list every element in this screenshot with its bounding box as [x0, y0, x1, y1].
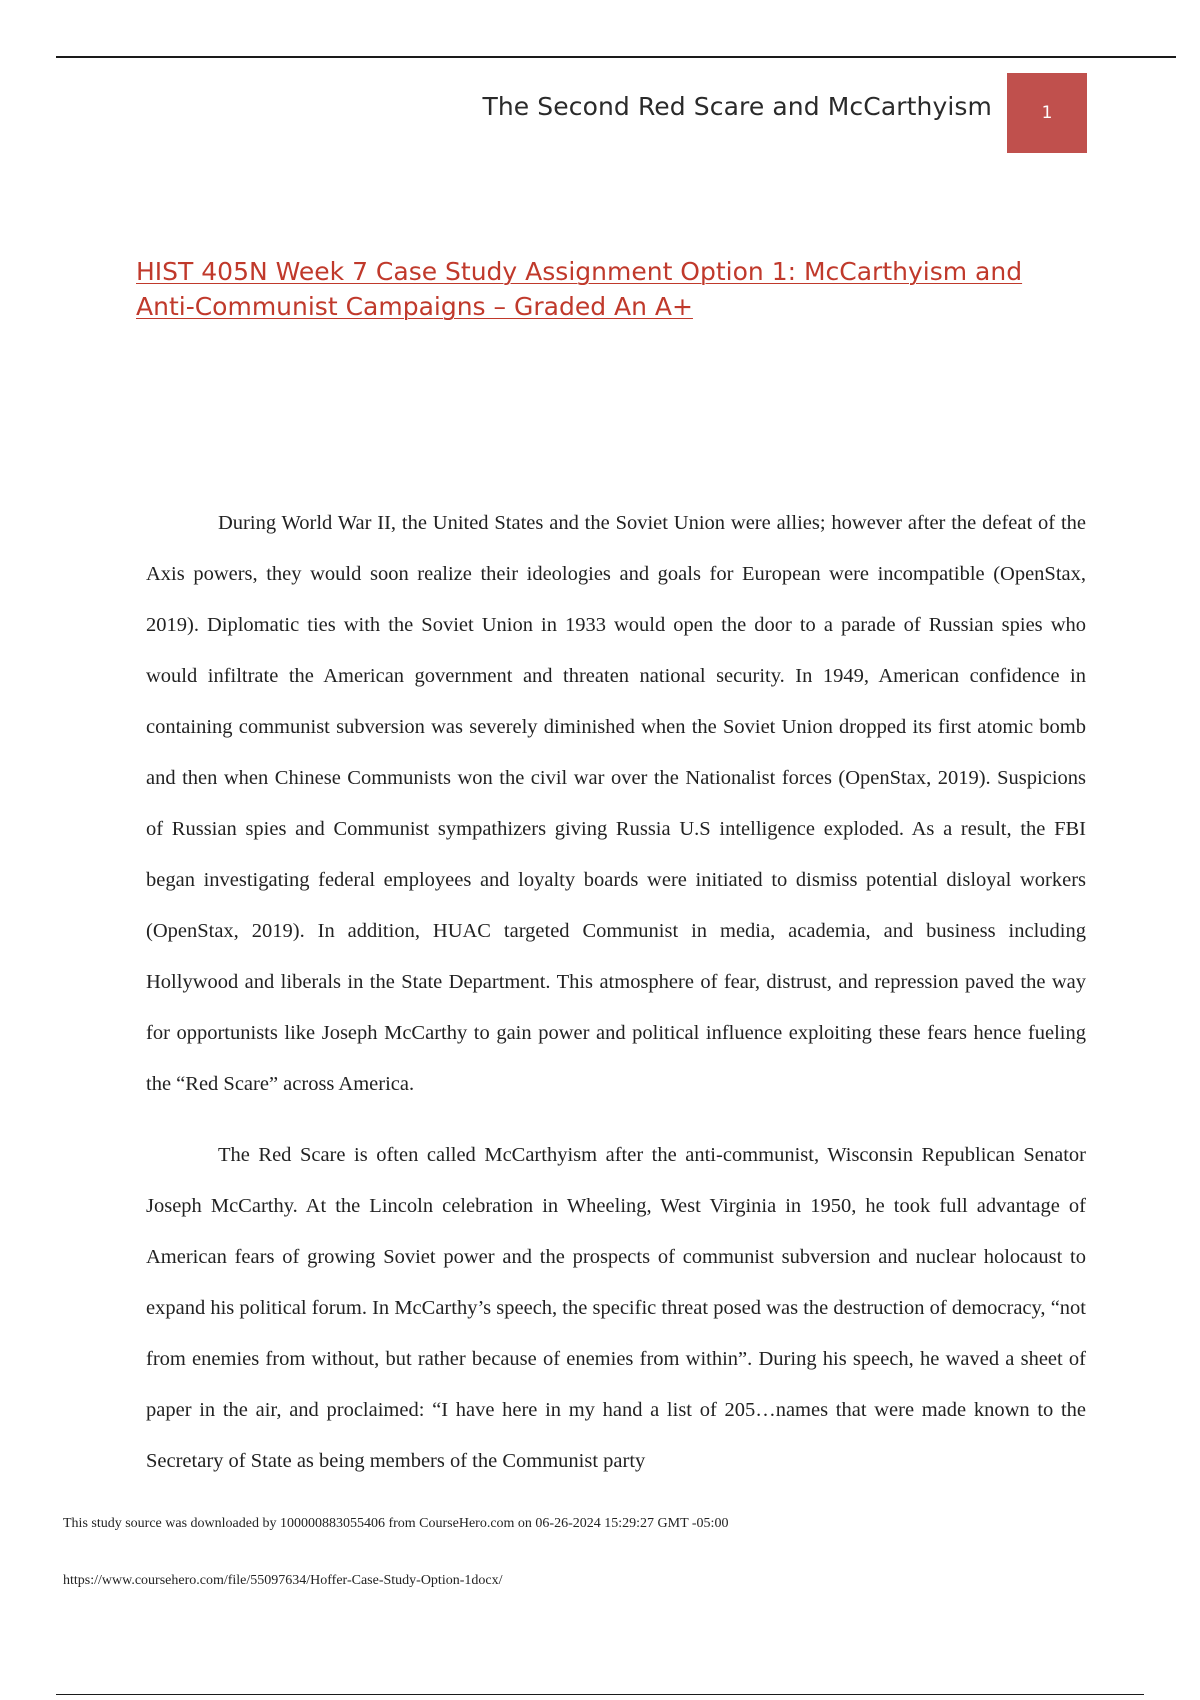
running-head-title: The Second Red Scare and McCarthyism — [482, 92, 992, 121]
header-rule — [56, 56, 1176, 58]
page-number: 1 — [1041, 103, 1053, 123]
page-number-badge — [1007, 73, 1087, 153]
document-title: HIST 405N Week 7 Case Study Assignment Option 1: McCarthyism and Anti-Communist Campaigns – Graded An A+ — [136, 257, 1023, 321]
body-paragraph-2: The Red Scare is often called McCarthyism after the anti-communist, Wisconsin Republican Senator Joseph McCarthy. At the Lincoln celebration in Wheeling, West Virginia in 1950, he took full advantage of American fears of growing Soviet power and the prospects of communist subversion and nuclear holocaust to expand his political forum. In McCarthy’s speech, the specific threat posed was the destruction of democracy, “not from enemies from without, but rather because of enemies from within”. During his speech, he waved a sheet of paper in the air, and proclaimed: “I have here in my hand a list of 205…names that were made known to the Secretary of State as being members of the Communist party — [146, 1144, 1086, 1472]
body-paragraph-1: During World War II, the United States and the Soviet Union were allies; however after the defeat of the Axis powers, they would soon realize their ideologies and goals for European were incompatible (OpenStax, 2019). Diplomatic ties with the Soviet Union in 1933 would open the door to a parade of Russian spies who would infiltrate the American government and threaten national security. In 1949, American confidence in containing communist subversion was severely diminished when the Soviet Union dropped its first atomic bomb and then when Chinese Communists won the civil war over the Nationalist forces (OpenStax, 2019). Suspicions of Russian spies and Communist sympathizers giving Russia U.S intelligence exploded. As a result, the FBI began investigating federal employees and loyalty boards were initiated to dismiss potential disloyal workers (OpenStax, 2019). In addition, HUAC targeted Communist in media, academia, and business including Hollywood and liberals in the State Department. This atmosphere of fear, distrust, and repression paved the way for opportunists like Joseph McCarthy to gain power and political influence exploiting these fears hence fueling the “Red Scare” across America. — [146, 512, 1086, 1095]
document-body — [146, 498, 1086, 1507]
footer-rule — [56, 1694, 1144, 1695]
source-url[interactable]: https://www.coursehero.com/file/55097634/Hoffer-Case-Study-Option-1docx/ — [63, 1573, 503, 1588]
source-download-note: This study source was downloaded by 100000883055406 from CourseHero.com on 06-26-2024 15:29:27 GMT -05:00 — [63, 1516, 729, 1531]
